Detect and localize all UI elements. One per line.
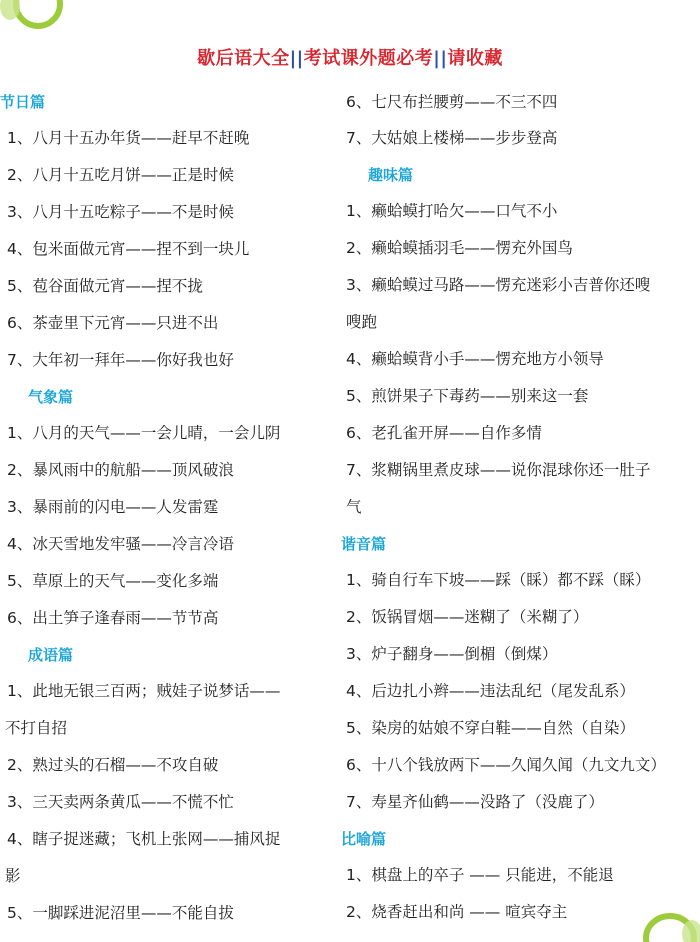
list-item-continuation: 不打自招 [5,719,68,737]
section-heading-homophone: 谐音篇 [341,535,387,553]
list-item: 6、七尺布拦腰剪——不三不四 [346,93,558,111]
list-item: 5、一脚踩进泥沼里——不能自拔 [7,904,234,922]
left-column [0,84,335,932]
list-item-continuation: 影 [5,867,21,885]
list-item: 6、老孔雀开屏——自作多情 [346,424,542,442]
title-main: 歇后语大全 [197,48,290,69]
list-item: 4、后边扎小辫——违法乱纪（尾发乱系） [346,682,635,700]
list-item-continuation: 嗖跑 [346,313,378,331]
title-separator: || [289,48,304,69]
list-item: 3、三天卖两条黄瓜——不慌不忙 [7,793,234,811]
list-item: 5、染房的姑娘不穿白鞋——自然（自染） [346,719,635,737]
section-heading-idiom: 成语篇 [28,646,74,664]
list-item: 5、苞谷面做元宵——捏不拢 [7,277,203,295]
list-item: 6、茶壶里下元宵——只进不出 [7,314,219,332]
list-item: 6、十八个钱放两下——久闻久闻（九文九文） [346,756,666,774]
section-heading-weather: 气象篇 [28,388,74,406]
list-item: 2、熟过头的石榴——不攻自破 [7,756,219,774]
page-title [0,44,700,70]
list-item: 7、大年初一拜年——你好我也好 [7,351,234,369]
list-item: 4、癞蛤蟆背小手——愣充地方小领导 [346,350,604,368]
list-item: 2、癞蛤蟆插羽毛——愣充外国鸟 [346,239,573,257]
list-item: 1、八月十五办年货——赶早不赶晚 [7,129,250,147]
list-item: 5、草原上的天气——变化多端 [7,572,219,590]
list-item: 5、煎饼果子下毒药——别来这一套 [346,387,589,405]
list-item: 4、包米面做元宵——捏不到一块儿 [7,240,250,258]
list-item: 2、烧香赶出和尚 —— 喧宾夺主 [346,903,568,921]
list-item: 3、炉子翻身——倒楣（倒煤） [346,645,558,663]
section-heading-fun: 趣味篇 [368,166,414,184]
green-leaf-ring-icon [0,0,70,44]
list-item: 2、饭锅冒烟——迷糊了（米糊了） [346,608,589,626]
list-item: 1、骑自行车下坡——踩（睬）都不踩（睬） [346,571,651,589]
right-column [341,84,700,931]
list-item: 1、此地无银三百两；贼娃子说梦话—— [7,682,281,700]
title-sub: 考试课外题必考 [303,48,434,69]
list-item: 7、寿星齐仙鹤——没路了（没鹿了） [346,793,604,811]
list-item: 1、八月的天气——一会儿晴，一会儿阴 [7,424,281,442]
list-item: 1、棋盘上的卒子 —— 只能进，不能退 [346,866,614,884]
green-leaf-ring-icon [630,892,700,942]
title-tail: 请收藏 [447,48,503,69]
list-item: 6、出土笋子逢春雨——节节高 [7,609,219,627]
list-item: 4、冰天雪地发牢骚——冷言冷语 [7,535,234,553]
list-item: 7、浆糊锅里煮皮球——说你混球你还一肚子 [346,461,651,479]
list-item: 3、癞蛤蟆过马路——愣充迷彩小吉普你还嗖 [346,276,651,294]
title-separator: || [433,48,448,69]
list-item: 2、暴风雨中的航船——顶风破浪 [7,461,234,479]
list-item-continuation: 气 [346,498,362,516]
section-heading-metaphor: 比喻篇 [341,830,387,848]
list-item: 1、癞蛤蟆打哈欠——口气不小 [346,202,558,220]
list-item: 3、八月十五吃粽子——不是时候 [7,203,234,221]
list-item: 7、大姑娘上楼梯——步步登高 [346,129,558,147]
list-item: 4、瞎子捉迷藏；飞机上张网——捕风捉 [7,830,281,848]
section-heading-festival: 节日篇 [0,93,46,111]
list-item: 3、暴雨前的闪电——人发雷霆 [7,498,219,516]
list-item: 2、八月十五吃月饼——正是时候 [7,166,234,184]
